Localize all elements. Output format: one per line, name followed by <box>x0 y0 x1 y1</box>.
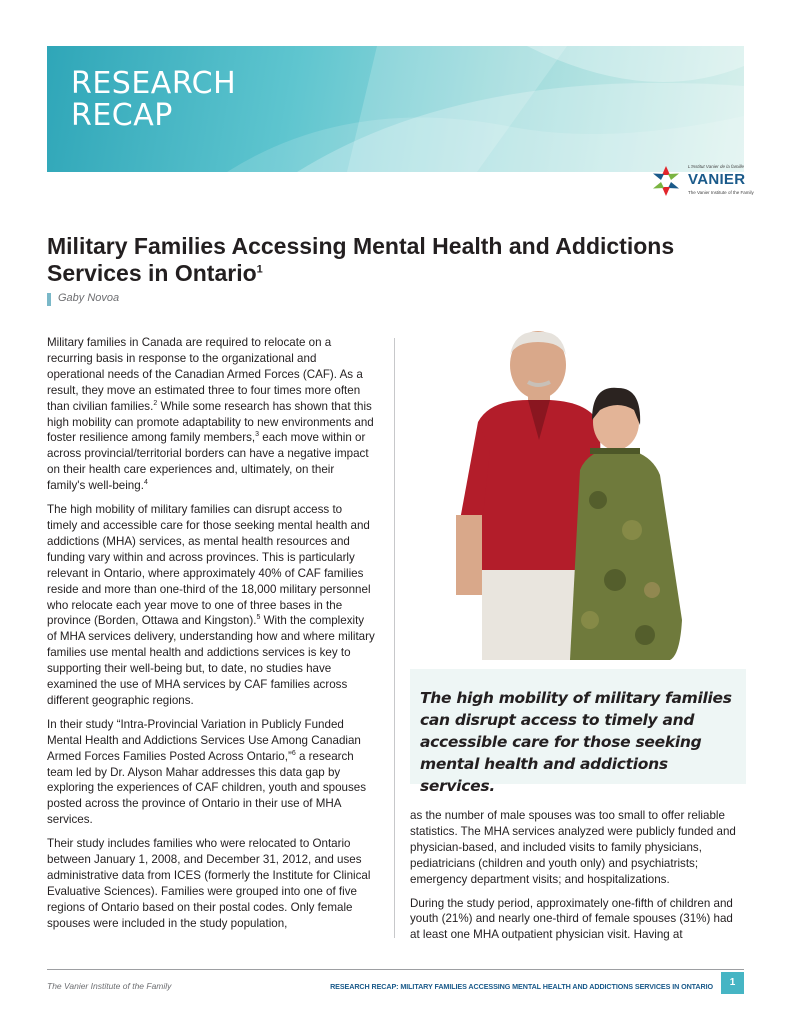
author-name: Gaby Novoa <box>58 292 120 304</box>
paragraph-3-text-a: In their study “Intra-Provincial Variation in Publicly Funded Mental Health and Addictions Services Use Among Canadian Armed Forces Families Posted Across Ontario,” <box>47 717 361 763</box>
paragraph-1-text-c: each move within or across provincial/territorial borders can have a negative impact on their health care experiences and, ultimately, on their family's well-being. <box>47 431 369 493</box>
right-paragraph-1: as the number of male spouses was too small to offer reliable statistics. The MHA services analyzed were publicly funded and physician-based, and included visits to family physicians, pediatricians (children and youth only) and psychiatrists; emergency department visits; and hospitalizations. <box>410 809 736 886</box>
left-column <box>47 335 375 940</box>
article-title <box>47 233 687 287</box>
logo-english-name: The Vanier Institute of the Family <box>688 190 754 195</box>
banner-title-line1: RESEARCH <box>71 66 237 101</box>
paragraph-4: Their study includes families who were relocated to Ontario between January 1, 2008, and December 31, 2012, and uses administrative data from ICES (formerly the Institute for Clinical Evaluative Sciences). Families were grouped into one of five regions of Ontario based on their postal codes. Only female spouses were included in the study population, <box>47 837 371 930</box>
paragraph-3-text-b: a research team led by Dr. Alyson Mahar addresses this data gap by exploring the experiences of CAF children, youth and spouses posted across the province of Ontario in their use of MHA services. <box>47 749 367 827</box>
footer-publisher: The Vanier Institute of the Family <box>47 981 172 991</box>
paragraph-2 <box>47 502 375 709</box>
paragraph-1-text-b: While some research has shown that this high mobility can promote adaptability to new environments and foster resilience among family members, <box>47 399 374 445</box>
footer-rule <box>47 969 744 970</box>
footnote-ref: 6 <box>291 749 296 757</box>
paragraph-3 <box>47 717 375 828</box>
header-banner <box>47 46 744 172</box>
banner-title <box>71 68 236 132</box>
logo-french-name: L'Institut Vanier de la famille <box>688 164 744 169</box>
footnote-ref: 2 <box>153 399 158 407</box>
banner-title-line2: RECAP <box>71 98 173 133</box>
paragraph-2-text-a: The high mobility of military families can disrupt access to timely and accessible care for those seeking mental health and addictions (MHA) services, as mental health resources and funding vary within and across provinces. This is particularly relevant in Ontario, where approximately 40% of CAF families reside and more than one-third of the 18,000 military personnel who relocate each year move to one of three bases in the province (Borden, Ottawa and Kingston). <box>47 503 371 628</box>
column-divider <box>394 338 395 938</box>
title-footnote: 1 <box>256 263 263 276</box>
military-family-photo <box>420 330 720 660</box>
page-number: 1 <box>721 972 744 994</box>
paragraph-1-text-a: Military families in Canada are required to relocate on a recurring basis in response to the organizational and operational needs of the Canadian Armed Forces (CAF). As a result, they move an estimated three to four times more often than civilian families. <box>47 336 363 413</box>
vanier-logo <box>648 163 754 199</box>
right-column <box>410 808 740 951</box>
paragraph-1 <box>47 335 375 494</box>
footnote-ref: 3 <box>255 431 260 439</box>
footnote-ref: 4 <box>143 479 148 487</box>
logo-wordmark: VANIER <box>688 171 746 188</box>
footer-running-title: RESEARCH RECAP: MILITARY FAMILIES ACCESSING MENTAL HEALTH AND ADDICTIONS SERVICES IN ONTARIO <box>330 982 713 991</box>
right-paragraph-2: During the study period, approximately one-fifth of children and youth (21%) and nearly one-third of female spouses (31%) had at least one MHA outpatient physician visit. Having at <box>410 896 733 942</box>
author-accent-bar <box>47 293 51 306</box>
pull-quote-box <box>410 669 746 795</box>
footnote-ref: 5 <box>256 614 261 622</box>
snowflake-logo-icon <box>648 163 684 199</box>
article-title-text: Military Families Accessing Mental Health and Addictions Services in Ontario <box>47 233 675 286</box>
pull-quote-text: The high mobility of military families can disrupt access to timely and accessible care for those seeking mental health and addictions services. <box>420 689 732 795</box>
paragraph-2-text-b: With the complexity of MHA services delivery, understanding how and where military families use mental health and addictions services is key to supporting their well-being but, to date, no studies have examined the use of MHA services by CAF families across different geographic regions. <box>47 614 375 707</box>
